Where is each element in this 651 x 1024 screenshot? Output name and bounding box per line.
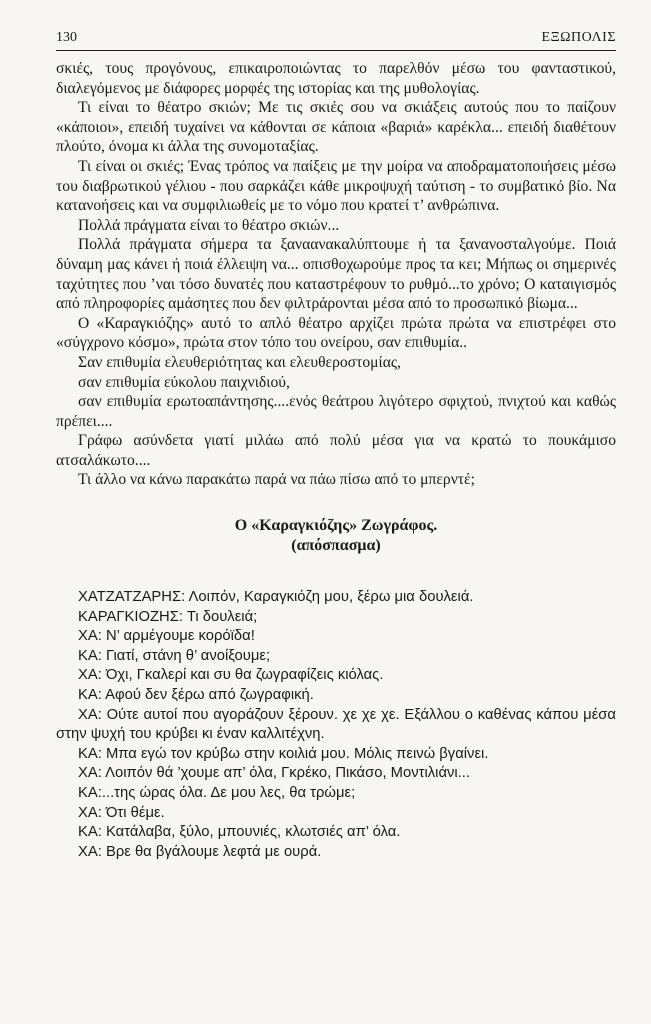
page-number: 130 (56, 30, 77, 45)
paragraph: Πολλά πράγματα σήμερα τα ξαναανακαλύπτουμε ή τα ξανανοσταλγούμε. Ποιά δύναμη μας κάνει ή ποιά έλλειψη να... οπισθοχωρούμε προς τα κει; Μήπως οι σημερινές ταχύτητες που ’ναι τόσο δυνατές που καταστρέφουν το ρυθμό...το χρόνο; Ο καταιγισμός από πληροφορίες αμάσητες που δεν φιλτράρονται μέσα από το προσωπικό βίωμα... (56, 236, 616, 313)
dialogue-line: ΧΑ: Λοιπόν θά ’χουμε απ’ όλα, Γκρέκο, Πικάσο, Μοντιλιάνι... (78, 765, 471, 782)
paragraph: Τι είναι το θέατρο σκιών; Με τις σκιές σου να σκιάξεις αυτούς που το παίζουν «κάποιοι», επειδή τυχαίνει να κάθονται σε κάποια «βαριά» καρέκλα... επειδή διαθέτουν πλούτο, όνομα κι άλλα της συνομοταξίας. (56, 99, 616, 156)
paragraph: Τι είναι οι σκιές; Ένας τρόπος να παίξεις με την μοίρα να αποδραματοποιήσεις μέσω του διαβρωτικού γέλιου - που σαρκάζει κάθε μικροψυχή ταύτιση - το συμβατικό βίο. Να κατανοήσεις και να συμφιλιωθείς με το νόμο που κρατεί τ’ ανθρώπινα. (56, 157, 616, 215)
running-header (56, 30, 616, 51)
dialogue-line: ΚΑ: Μπα εγώ τον κρύβω στην κοιλιά μου. Μόλις πεινώ βγαίνει. (78, 745, 489, 762)
paragraph: σκιές, τους προγόνους, επικαιροποιώντας το παρελθόν μέσω του φανταστικού, διαλεγόμενος με διάφορες μορφές της ιστορίας και της μυθολογίας. (56, 60, 616, 97)
dialogue-line: ΚΑ: Γιατί, στάνη θ’ ανοίξουμε; (78, 647, 271, 664)
verse-line: σαν επιθυμία εύκολου παιχνιδιού, (78, 373, 290, 391)
section-title: Ο «Καραγκιόζης» Ζωγράφος. (234, 517, 438, 535)
dialogue-line: ΚΑ: Αφού δεν ξέρω από ζωγραφική. (78, 687, 314, 704)
dialogue-line: ΚΑ: Κατάλαβα, ξύλο, μπουνιές, κλωτσιές απ’ όλα. (78, 824, 401, 841)
dialogue-line: ΧΑ: Όχι, Γκαλερί και συ θα ζωγραφίζεις κιόλας. (78, 667, 384, 684)
section-heading (56, 516, 616, 556)
dialogue-line: ΧΑ: Ότι θέμε. (78, 804, 165, 821)
dialogue-line: ΧΑ: Βρε θα βγάλουμε λεφτά με ουρά. (78, 843, 322, 860)
dialogue-line: ΚΑΡΑΓΚΙΟΖΗΣ: Τι δουλειά; (78, 608, 258, 625)
paragraph: Γράφω ασύνδετα γιατί μιλάω από πολύ μέσα για να κρατώ το πουκάμισο ατσαλάκωτο.... (56, 432, 616, 469)
paragraph: Πολλά πράγματα είναι το θέατρο σκιών... (78, 216, 340, 234)
dialogue-line: ΧΑ: Ούτε αυτοί που αγοράζουν ξέρουν. χε χε χε. Εξάλλου ο καθένας κάπου μέσα στην ψυχή του κρύβει κι έναν καλλιτέχνη. (56, 706, 616, 743)
section-subtitle: (απόσπασμα) (291, 537, 381, 555)
paragraph: Τι άλλο να κάνω παρακάτω παρά να πάω πίσω από το μπερντέ; (78, 471, 475, 489)
book-page (56, 30, 616, 862)
verse-line: σαν επιθυμία ερωτοαπάντησης....ενός θεάτρου λιγότερο σφιχτού, πνιχτού και καθώς πρέπει.... (56, 393, 616, 430)
journal-title: ΕΞΩΠΟΛΙΣ (541, 30, 616, 45)
dialogue-line: ΧΑΤΖΑΤΖΑΡΗΣ: Λοιπόν, Καραγκιόζη μου, ξέρω μια δουλειά. (78, 589, 474, 606)
dialogue-excerpt (56, 588, 616, 862)
paragraph: Σαν επιθυμία ελευθεριότητας και ελευθεροστομίας, (78, 353, 401, 371)
paragraph: Ο «Καραγκιόζης» αυτό το απλό θέατρο αρχίζει πρώτα πρώτα να επιστρέφει στο «σύγχρονο κόσμο», πρώτα στον τόπο του ονείρου, σαν επιθυμία.. (56, 314, 616, 352)
dialogue-line: ΚΑ:...της ώρας όλα. Δε μου λες, θα τρώμε; (78, 785, 356, 801)
dialogue-line: ΧΑ: Ν’ αρμέγουμε κορόϊδα! (78, 628, 255, 645)
essay-text (56, 59, 616, 490)
